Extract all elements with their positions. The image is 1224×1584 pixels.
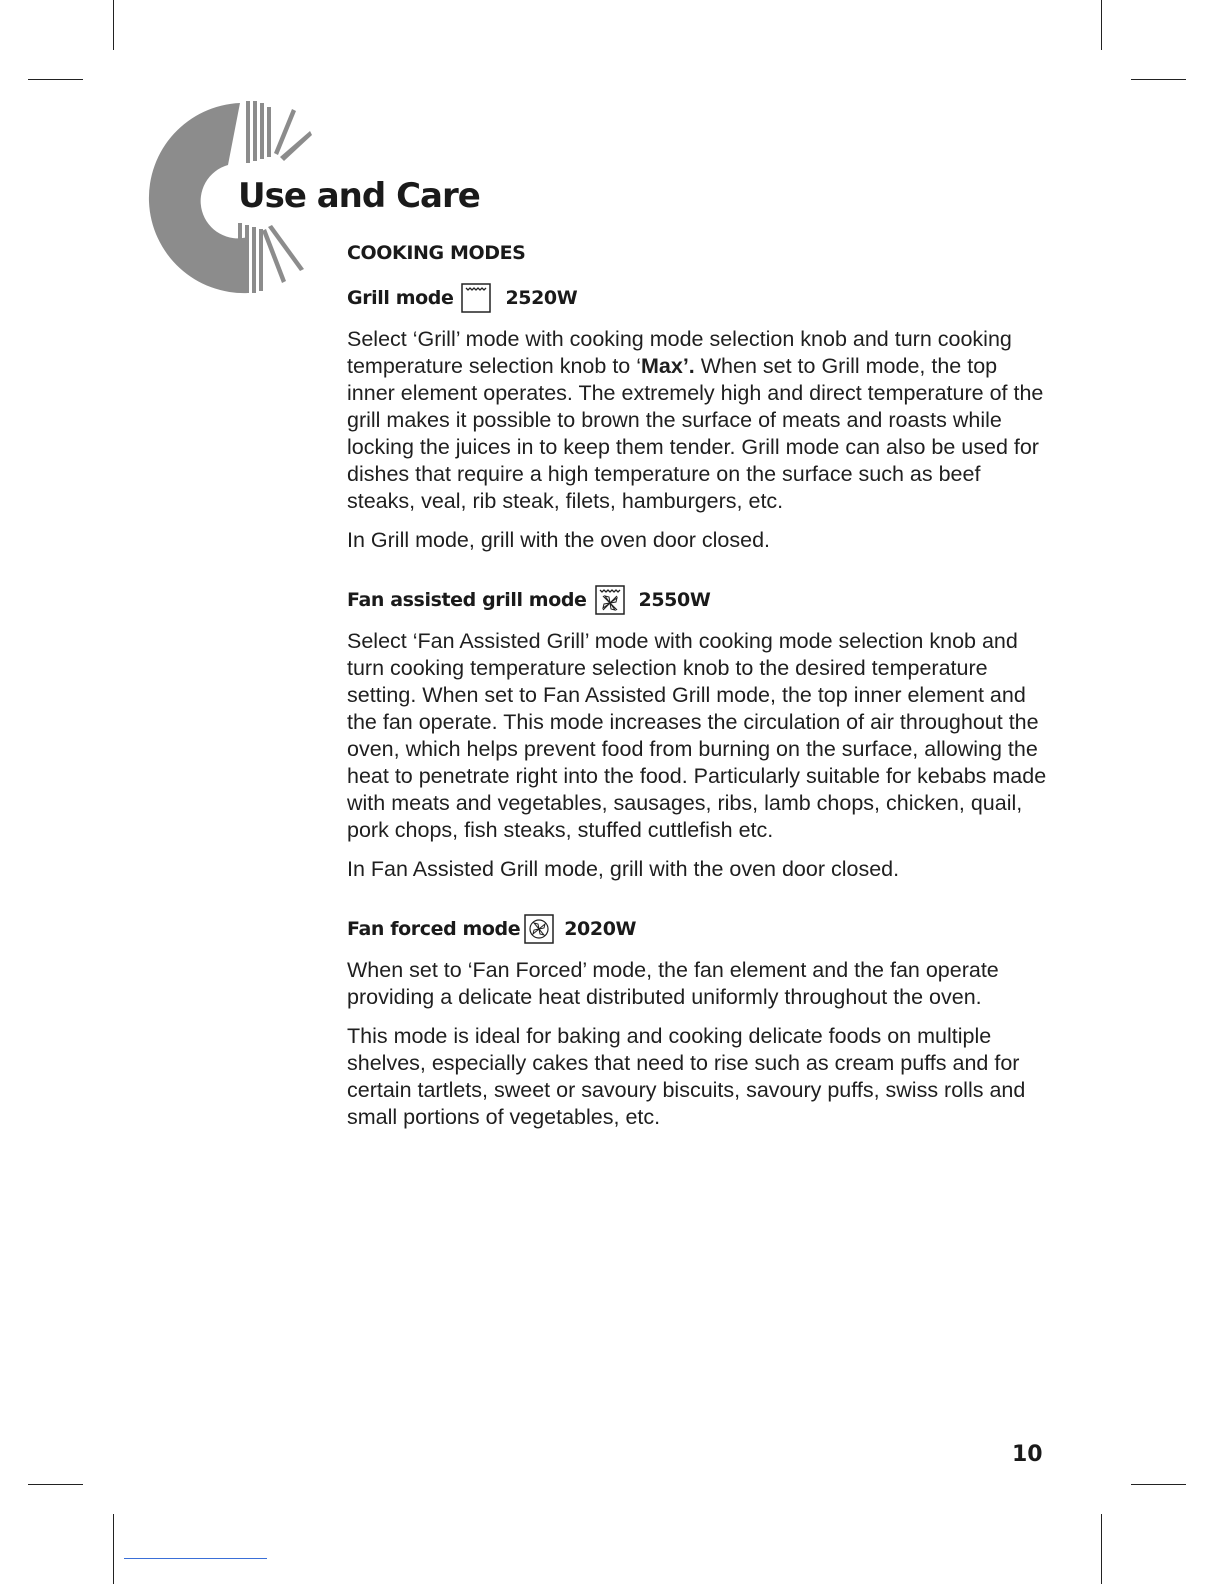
mode-name: Grill mode — [347, 287, 454, 309]
fan-forced-icon — [524, 914, 554, 944]
logo-rays-bottom — [238, 223, 304, 293]
crop-mark-top-left-vertical — [113, 0, 114, 50]
mode-paragraph: Select ‘Fan Assisted Grill’ mode with cooking mode selection knob and turn cooking temperature selection knob to the desired temperature setting. When set to Fan Assisted Grill mode, the top inner element and the fan operate. This mode increases the circulation of air throughout the oven, which helps prevent food from burning on the surface, allowing the heat to penetrate right into the food. Particularly suitable for kebabs made with meats and vegetables, sausages, ribs, lamb chops, chicken, quail, pork chops, fish steaks, stuffed cuttlefish etc. — [347, 629, 1047, 842]
crop-mark-bottom-left-vertical — [113, 1514, 114, 1584]
crop-mark-top-right-horizontal — [1131, 79, 1186, 80]
crop-mark-bottom-left-horizontal — [28, 1484, 83, 1485]
grill-icon — [461, 283, 491, 313]
mode-name: Fan assisted grill mode — [347, 589, 587, 611]
crop-mark-top-right-vertical — [1101, 0, 1102, 50]
mode-power: 2020W — [564, 918, 637, 940]
content — [347, 238, 1047, 1143]
mode-heading-grill — [347, 282, 1047, 314]
crop-mark-bottom-right-horizontal — [1131, 1484, 1186, 1485]
crop-mark-top-left-horizontal — [28, 79, 83, 80]
section-heading: COOKING MODES — [347, 242, 526, 264]
logo-arc — [149, 103, 248, 293]
mode-power: 2550W — [638, 589, 711, 611]
crop-mark-bottom-right-vertical — [1101, 1514, 1102, 1584]
mode-power: 2520W — [505, 287, 578, 309]
mode-name: Fan forced mode — [347, 918, 521, 940]
page-number: 10 — [1012, 1442, 1043, 1467]
mode-paragraph: In Fan Assisted Grill mode, grill with the oven door closed. — [347, 857, 900, 881]
mode-paragraph: In Grill mode, grill with the oven door closed. — [347, 528, 771, 552]
link-underline — [124, 1558, 267, 1559]
mode-heading-fan-forced — [347, 913, 1047, 945]
mode-paragraph: Select ‘Grill’ mode with cooking mode selection knob and turn cooking temperature selection knob to ‘Max’. When set to Grill mode, the top inner element operates. The extremely high and direct temperature of the grill makes it possible to brown the surface of meats and roasts while locking the juices in to keep them tender. Grill mode can also be used for dishes that require a high temperature on the surface such as beef steaks, veal, rib steak, filets, hamburgers, etc. — [347, 327, 1044, 513]
bold-text: Max’. — [641, 354, 695, 378]
page-title: Use and Care — [238, 176, 480, 216]
logo-rays-top — [246, 101, 312, 163]
fan-assisted-grill-icon — [595, 585, 625, 615]
mode-paragraph: This mode is ideal for baking and cooking delicate foods on multiple shelves, especially cakes that need to rise such as cream puffs and for certain tartlets, sweet or savoury biscuits, savoury puffs, swiss rolls and small portions of vegetables, etc. — [347, 1024, 1026, 1129]
mode-heading-fan-assisted-grill — [347, 584, 1047, 616]
mode-paragraph: When set to ‘Fan Forced’ mode, the fan element and the fan operate providing a delicate heat distributed uniformly throughout the oven. — [347, 958, 999, 1009]
